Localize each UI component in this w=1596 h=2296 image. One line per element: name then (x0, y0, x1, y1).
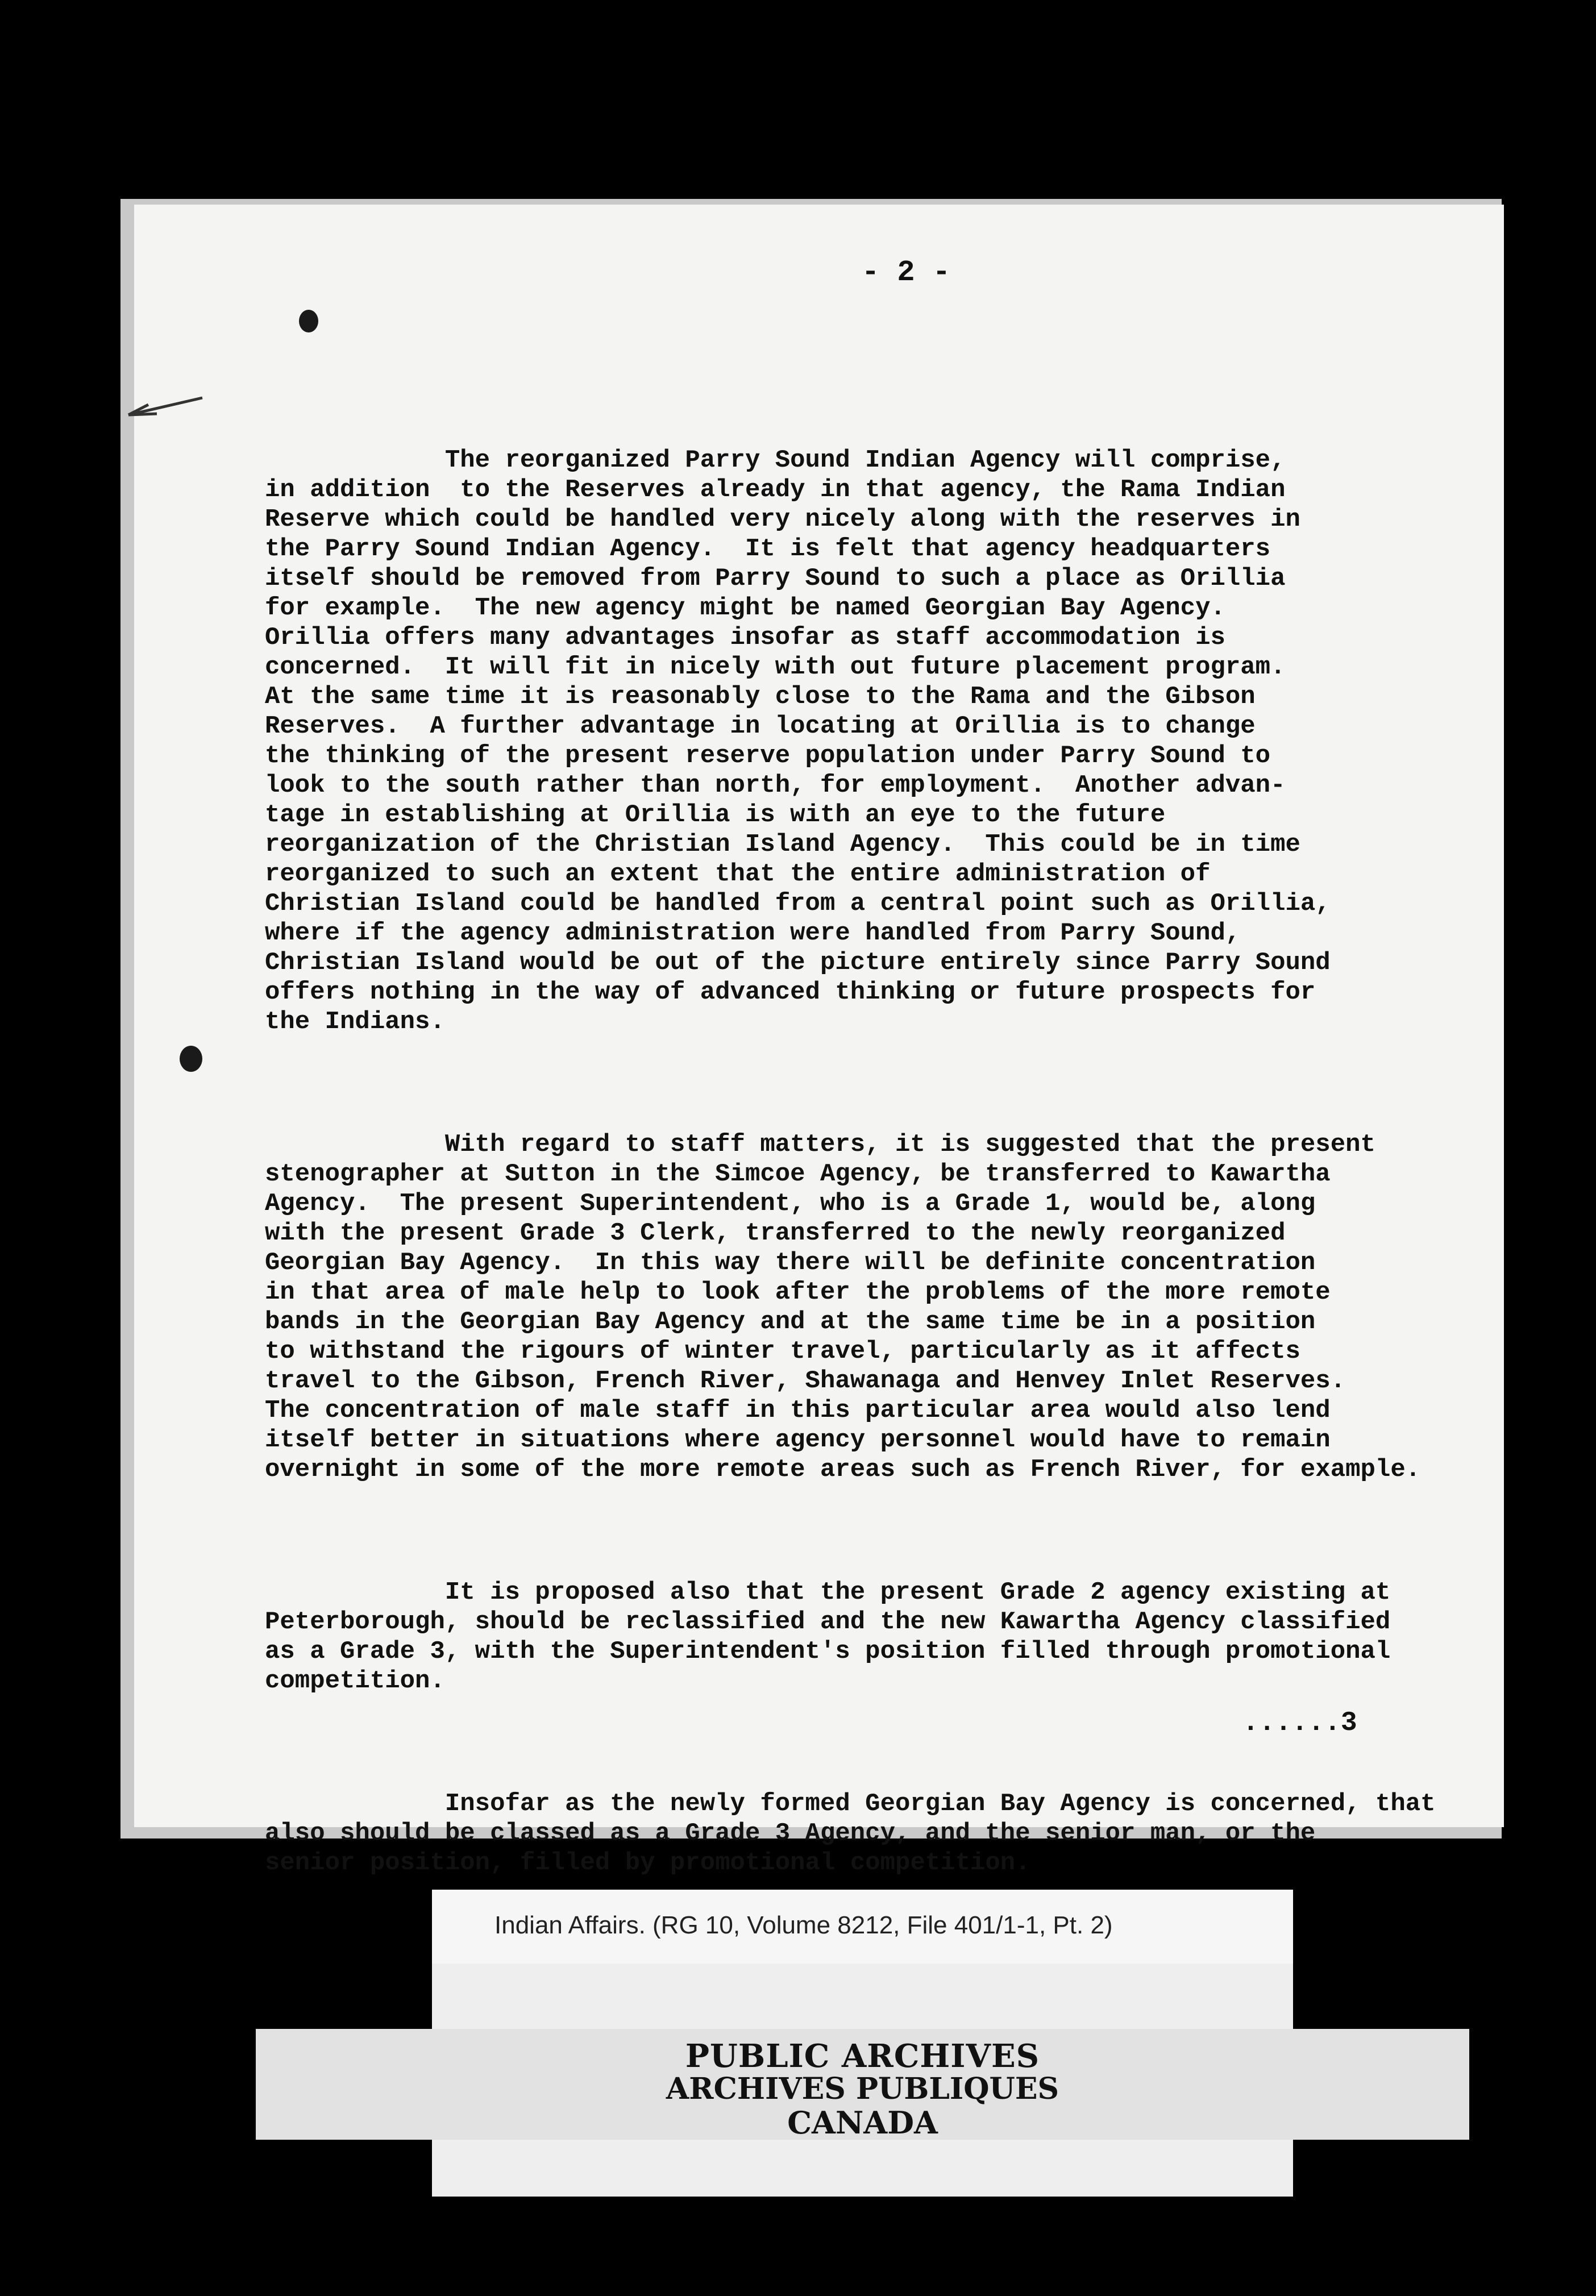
hole-punch-mark (180, 1046, 202, 1072)
paragraph-peterborough: It is proposed also that the present Grade 2 agency existing at Peterborough, should be reclassified and the new Kawartha Agency classified as a Grade 3, with the Superintendent's position filled through promotional competition. (265, 1578, 1391, 1695)
archives-stamp (432, 1964, 1293, 2197)
paragraph-georgian-bay: Insofar as the newly formed Georgian Bay Agency is concerned, that also should be classed as a Grade 3 Agency, and the senior man, or the senior position, filled by promotional competition. (265, 1790, 1436, 1877)
margin-arrow-mark (123, 392, 208, 421)
document-page (134, 205, 1504, 1877)
ink-spot (299, 310, 318, 332)
paragraph-reorganization: The reorganized Parry Sound Indian Agency will comprise, in addition to the Reserves already in that agency, the Rama Indian Reserve which could be handled very nicely along with the reserves in the Parry Sound Indian Agency. It is felt that agency headquarters itself should be removed from Parry Sound to such a place as Orillia for example. The new agency might be named Georgian Bay Agency. Orillia offers many advantages insofar as staff accommodation is concerned. It will fit in nicely with out future placement program. At the same time it is reasonably close to the Rama and the Gibson Reserves. A further advantage in locating at Orillia is to change the thinking of the present reserve population under Parry Sound to look to the south rather than north, for employment. Another advan- tage in establishing at Orillia is with an eye to the future reorganization of the Christian Island Agency. This could be in time reorganized to such an extent that the entire administration of Christian Island could be handled from a central point such as Orillia, where if the agency administration were handled from Parry Sound, Christian Island would be out of the picture entirely since Parry Sound offers nothing in the way of advanced thinking or future prospects for the Indians. (265, 446, 1331, 1036)
archives-country: CANADA (787, 2104, 938, 2141)
continuation-marker: ......3 (1242, 1708, 1357, 1738)
archive-reference-label (432, 1890, 1293, 1964)
archive-reference-text: Indian Affairs. (RG 10, Volume 8212, File 401/1-1, Pt. 2) (494, 1911, 1113, 1939)
paragraph-staff-matters: With regard to staff matters, it is suggested that the present stenographer at Sutton in the Simcoe Agency, be transferred to Kawartha Agency. The present Superintendent, who is a Grade 1, would be, along with the present Grade 3 Clerk, transferred to the newly reorganized Georgian Bay Agency. In this way there will be definite concentration in that area of male help to look after the problems of the more remote bands in the Georgian Bay Agency and at the same time be in a position to withstand the rigours of winter travel, particularly as it affects travel to the Gibson, French River, Shawanaga and Henvey Inlet Reserves. The concentration of male staff in this particular area would also lend itself better in situations where agency personnel would have to remain overnight in some of the more remote areas such as French River, for example. (265, 1130, 1421, 1484)
page-number: - 2 - (862, 256, 951, 289)
archives-name-english: PUBLIC ARCHIVES (685, 2037, 1040, 2075)
archives-name-french: ARCHIVES PUBLIQUES (666, 2072, 1059, 2106)
